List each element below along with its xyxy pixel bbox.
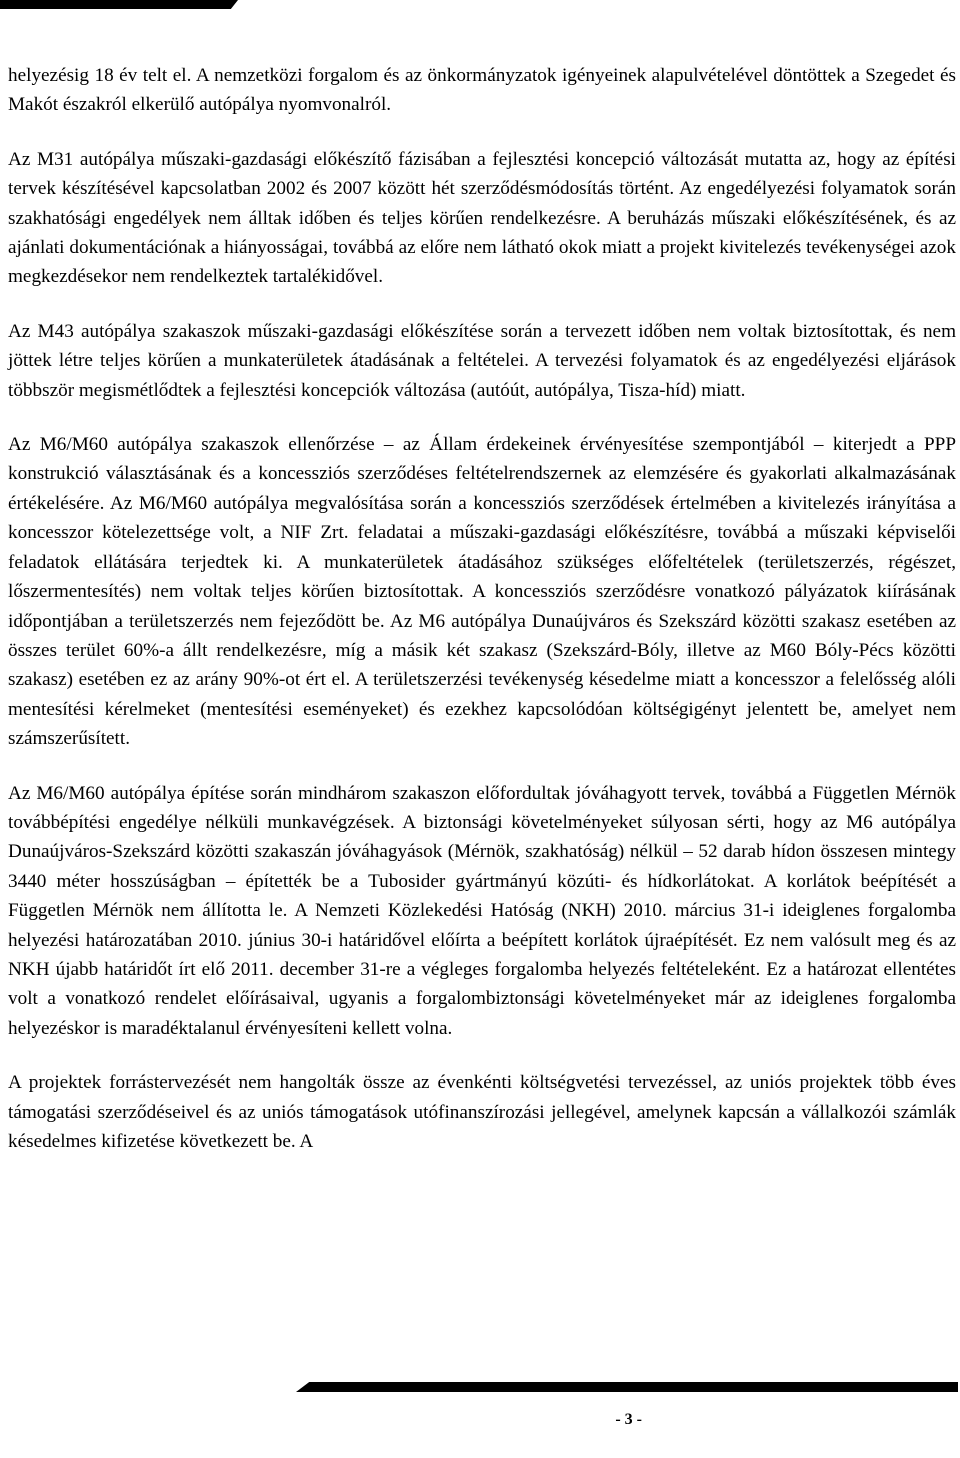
paragraph-m43: Az M43 autópálya szakaszok műszaki-gazdasági előkészítése során a tervezett időben nem voltak biztosítottak, és nem jöttek létre teljes körűen a munkaterületek átadásának a feltételei. A tervezési folyamatok és az engedélyezési eljárások többször megismétlődtek a fejlesztési koncepciók változása (autóút, autópálya, Tisza-híd) miatt. bbox=[8, 320, 956, 401]
paragraph-funding: A projektek forrástervezését nem hangolták össze az évenkénti költségvetési tervezéssel, az uniós projektek több éves támogatási szerződéseivel és az uniós támogatások utófinanszírozási jellegével, amelynek kapcsán a vállalkozói számlák késedelmes kifizetése következett be. A bbox=[8, 1072, 956, 1152]
document-body bbox=[8, 61, 956, 1181]
paragraph-m31: Az M31 autópálya műszaki-gazdasági előkészítő fázisában a fejlesztési koncepció változását mutatta az, hogy az építési tervek készítésével kapcsolatban 2002 és 2007 között hét szerződésmódosítás történt. Az engedélyezési folyamatok során szakhatósági engedélyek nem álltak időben és teljes körűen rendelkezésre. A beruházás műszaki előkészítésének, és az ajánlati dokumentációnak a hiányosságai, továbbá az előre nem látható okok miatt a projekt kivitelezés tevékenységei azok megkezdésekor nem rendelkeztek tartalékidővel. bbox=[8, 148, 956, 288]
paragraph-m5-conclusion: helyezésig 18 év telt el. A nemzetközi forgalom és az önkormányzatok igényeinek alapulvételével döntöttek a Szegedet és Makót északról elkerülő autópálya nyomvonalról. bbox=[8, 65, 956, 116]
paragraph-m6-m60-construction: Az M6/M60 autópálya építése során mindhárom szakaszon előfordultak jóváhagyott tervek, továbbá a Független Mérnök továbbépítési engedélye nélküli munkavégzések. A biztonsági követelményeket súlyosan sérti, hogy az M6 autópálya Dunaújváros-Szekszárd közötti szakaszán jóváhagyások (Mérnök, szakhatóság) nélkül – 52 darab hídon összesen mintegy 3440 méter hosszúságban – építették be a Tubosider gyártmányú közúti- és hídkorlátokat. A korlátok beépítését a Független Mérnök nem állította le. A Nemzeti Közlekedési Hatóság (NKH) 2010. március 31-i ideiglenes forgalomba helyezési határozatában 2010. június 30-i határidővel előírta a beépített korlátok újraépítését. Ez nem valósult meg és az NKH újabb határidőt írt elő 2011. december 31-re a végleges forgalomba helyezés feltételeként. Ez a határozat ellentétes volt a vonatkozó rendelet előírásaival, ugyanis a forgalombiztonsági követelményeket már az ideiglenes forgalomba helyezéskor is maradéktalanul érvényesíteni kellett volna. bbox=[8, 782, 956, 1039]
footer-rule bbox=[296, 1382, 958, 1392]
page-number: - 3 - bbox=[615, 1411, 642, 1428]
header-rule bbox=[0, 0, 238, 9]
paragraph-m6-m60-review: Az M6/M60 autópálya szakaszok ellenőrzése – az Állam érdekeinek érvényesítése szempontjából – kiterjedt a PPP konstrukció választásának és a koncessziós szerződéses feltételrendszernek az elemzésére és gyakorlati alkalmazásának értékelésére. Az M6/M60 autópálya megvalósítása során a koncessziós szerződések értelmében a kivitelezés irányítása a koncesszor kötelezettsége volt, a NIF Zrt. feladatai a műszaki-gazdasági előkészítésre, továbbá a műszaki képviselői feladatok ellátására terjedtek ki. A munkaterületek átadásához szükséges előfeltételek (területszerzés, régészet, lőszermentesítés) nem voltak teljes körűen biztosítottak. A koncessziós szerződésre vonatkozó pályázatok kiírásának időpontjában a területszerzés nem fejeződött be. Az M6 autópálya Dunaújváros és Szekszárd közötti szakasz esetében az összes terület 60%-a állt rendelkezésre, míg a másik két szakasz (Szekszárd-Bóly, illetve az M60 Bóly-Pécs közötti szakasz) esetében ez az arány 90%-ot ért el. A területszerzési tevékenység késedelme miatt a koncesszor a felelősség alóli mentesítési kérelmeket (mentesítési eseményeket) és ezekhez kapcsolódóan költségigényt jelentett be, amelyet nem számszerűsített. bbox=[8, 434, 956, 750]
